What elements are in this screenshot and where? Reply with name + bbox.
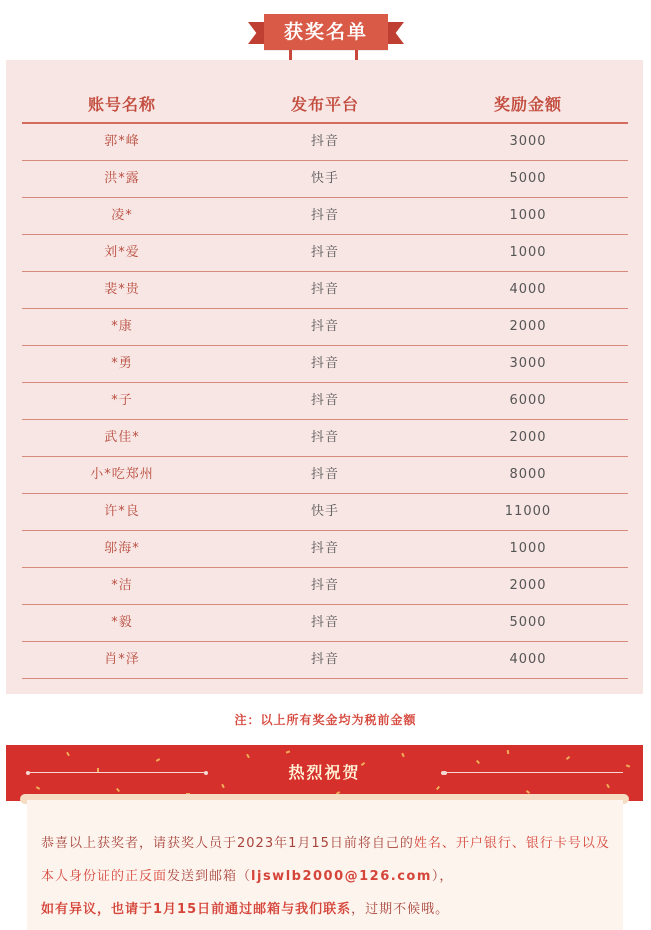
table-row [22,494,628,531]
congrats-banner [6,745,643,801]
tax-note: 注：以上所有奖金均为税前金额 [234,713,417,727]
table-row [22,531,628,568]
table-row [22,235,628,272]
row-platform: 抖音 [310,615,339,630]
row-reward-amount: 2000 [509,319,547,334]
congrats-message [41,827,611,926]
row-account-name: *勇 [111,356,133,371]
row-account-name: *子 [111,393,133,408]
row-platform: 抖音 [310,245,339,260]
message-deadline-end: ，过期不候哦。 [351,902,450,917]
row-platform: 快手 [310,171,339,186]
row-account-name: 刘*爱 [104,245,140,260]
table-row [22,346,628,383]
row-account-name: 凌* [111,208,133,223]
row-reward-amount: 8000 [509,467,547,482]
row-reward-amount: 2000 [509,430,547,445]
table-header [22,88,628,124]
row-reward-amount: 1000 [509,208,547,223]
message-required-info: 姓名、开户银行、银行卡号以及本人身份证的正反面 [41,836,610,884]
table-row [22,272,628,309]
row-platform: 抖音 [310,393,339,408]
row-reward-amount: 3000 [509,134,547,149]
header-account-name: 账号名称 [87,95,156,114]
row-reward-amount: 4000 [509,282,547,297]
winners-card [6,60,643,694]
row-account-name: 许*良 [104,504,140,519]
row-account-name: 郭*峰 [104,134,140,149]
row-account-name: 裴*贵 [104,282,140,297]
row-reward-amount: 11000 [504,504,552,519]
table-row [22,568,628,605]
header-platform: 发布平台 [290,95,359,114]
row-platform: 抖音 [310,356,339,371]
table-row [22,605,628,642]
row-platform: 抖音 [310,282,339,297]
header-reward-amount: 奖励金额 [493,95,562,114]
row-platform: 抖音 [310,578,339,593]
row-account-name: *康 [111,319,133,334]
row-account-name: 洪*露 [104,171,140,186]
row-reward-amount: 2000 [509,578,547,593]
row-platform: 抖音 [310,430,339,445]
row-reward-amount: 3000 [509,356,547,371]
row-platform: 快手 [310,504,339,519]
row-reward-amount: 1000 [509,541,547,556]
row-account-name: 小*吃郑州 [90,467,154,482]
congrats-title: 热烈祝贺 [288,763,361,782]
table-row [22,309,628,346]
table-row [22,124,628,161]
row-platform: 抖音 [310,652,339,667]
row-reward-amount: 5000 [509,171,547,186]
row-reward-amount: 4000 [509,652,547,667]
row-platform: 抖音 [310,467,339,482]
message-objection: 如有异议，也请于1月15日前通过邮箱与我们联系 [41,902,352,917]
contact-email: ljswlb2000@126.com [251,869,432,884]
row-platform: 抖音 [310,319,339,334]
table-row [22,457,628,494]
message-box [27,800,623,930]
table-row [22,383,628,420]
message-send-to: 发送到邮箱（ [167,869,252,884]
row-account-name: 邬海* [104,541,140,556]
table-row [22,198,628,235]
row-platform: 抖音 [310,208,339,223]
row-account-name: *毅 [111,615,133,630]
table-row [22,642,628,679]
row-platform: 抖音 [310,541,339,556]
row-account-name: *洁 [111,578,133,593]
row-reward-amount: 1000 [509,245,547,260]
row-reward-amount: 5000 [509,615,547,630]
table-body [22,124,628,679]
message-close-paren: ）， [431,869,454,884]
row-account-name: 武佳* [104,430,140,445]
table-row [22,161,628,198]
message-intro: 恭喜以上获奖者，请获奖人员于2023年1月15日前将自己的 [41,836,414,851]
table-row [22,420,628,457]
row-account-name: 肖*泽 [104,652,140,667]
ribbon-title: 获奖名单 [264,14,388,50]
row-reward-amount: 6000 [509,393,547,408]
winners-table [22,88,628,679]
row-platform: 抖音 [310,134,339,149]
